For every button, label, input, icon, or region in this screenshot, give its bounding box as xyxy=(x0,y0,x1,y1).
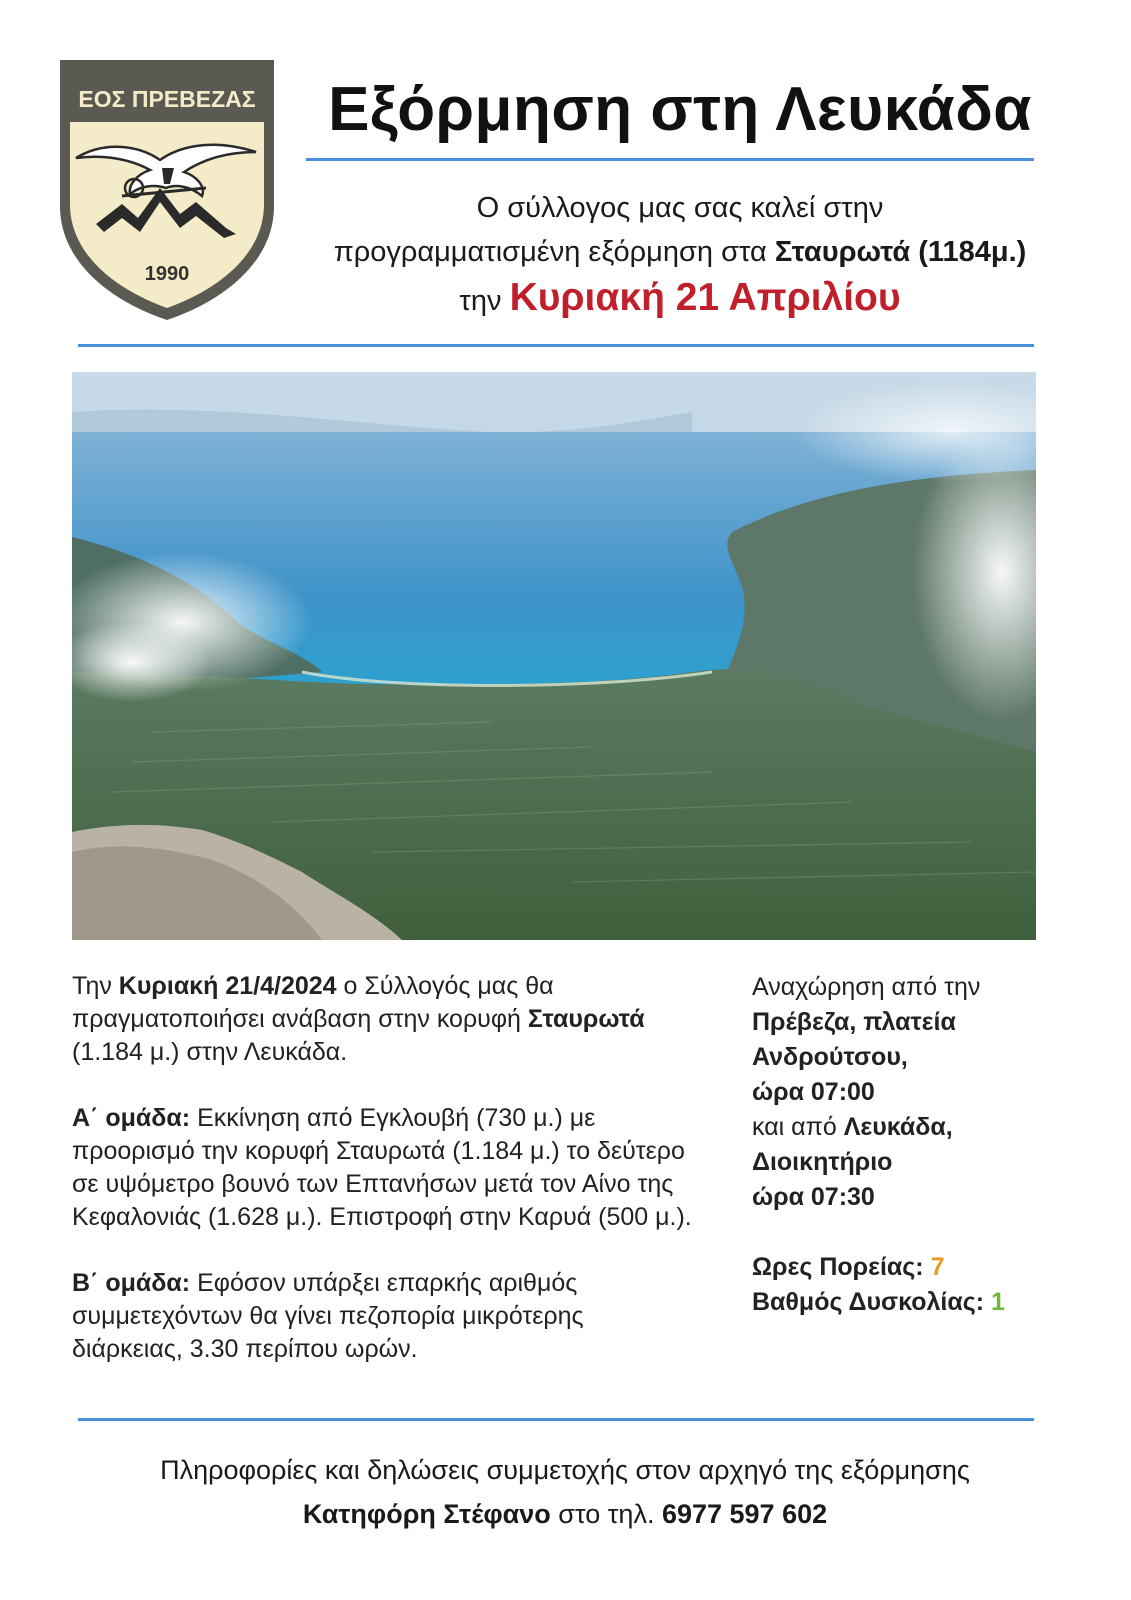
departure-lefkada: Λευκάδα, xyxy=(843,1113,953,1141)
departure-line-5 xyxy=(752,1110,1072,1145)
p1-text-e: (1.184 μ.) στην Λευκάδα. xyxy=(72,1038,348,1066)
hours-value: 7 xyxy=(930,1253,945,1281)
club-logo xyxy=(56,56,278,324)
intro-line-1: Ο σύλλογος μας σας καλεί στην xyxy=(476,192,884,224)
description-paragraph-2 xyxy=(72,1102,692,1234)
page-title: Εξόρμηση στη Λευκάδα xyxy=(328,75,1032,144)
difficulty-row xyxy=(752,1285,1072,1320)
contact-name: Κατηφόρη Στέφανο xyxy=(302,1499,551,1529)
logo-name: ΕΟΣ ΠΡΕΒΕΖΑΣ xyxy=(78,86,256,112)
intro-divider xyxy=(78,344,1034,347)
group-b-text: Εφόσον υπάρξει επαρκής αριθμός συμμετεχόντων θα γίνει πεζοπορία μικρότερης διάρκειας, 3.30 περίπου ωρών. xyxy=(72,1269,584,1363)
destination-highlight: Σταυρωτά (1184μ.) xyxy=(774,236,1027,268)
p1-text-c: ο Σύλλογός μας θα πραγματοποιήσει ανάβαση στην κορυφή xyxy=(72,972,554,1033)
footer-info-line: Πληροφορίες και δηλώσεις συμμετοχής στον αρχηγό της εξόρμησης xyxy=(160,1455,970,1485)
p1-text-a: Την xyxy=(72,972,119,1000)
description-paragraph-3 xyxy=(72,1267,692,1366)
p1-date: Κυριακή 21/4/2024 xyxy=(118,972,337,1000)
landscape-photo xyxy=(72,372,1036,940)
hours-label: Ωρες Πορείας: xyxy=(752,1253,931,1281)
trip-description xyxy=(72,970,692,1399)
contact-phone[interactable]: 6977 597 602 xyxy=(661,1499,828,1529)
contact-mid-text: στο τηλ. xyxy=(550,1499,662,1529)
departure-time-1: ώρα 07:00 xyxy=(752,1078,875,1106)
departure-line-1: Αναχώρηση από την xyxy=(752,973,981,1001)
description-paragraph-1 xyxy=(72,970,692,1069)
group-a-label: Α΄ ομάδα: xyxy=(72,1104,191,1132)
footer-divider xyxy=(78,1418,1034,1421)
group-b-label: Β΄ ομάδα: xyxy=(72,1269,191,1297)
footer-contact-line xyxy=(60,1492,1070,1536)
intro-block xyxy=(280,186,1080,323)
title-divider xyxy=(306,158,1034,161)
departure-time-2: ώρα 07:30 xyxy=(752,1183,875,1211)
landscape-photo-icon xyxy=(72,372,1036,940)
p1-peak: Σταυρωτά xyxy=(527,1005,645,1033)
departure-info xyxy=(752,970,1072,1320)
contact-footer xyxy=(60,1448,1070,1536)
intro-line-3-text: την xyxy=(459,285,510,317)
logo-year: 1990 xyxy=(144,263,190,285)
hours-row xyxy=(752,1250,1072,1285)
difficulty-value: 1 xyxy=(991,1288,1005,1316)
departure-preveza: Πρέβεζα, πλατεία xyxy=(752,1008,956,1036)
event-date: Κυριακή 21 Απριλίου xyxy=(509,276,901,319)
intro-line-3 xyxy=(280,276,1080,323)
intro-line-2-text: προγραμματισμένη εξόρμηση στα xyxy=(333,236,775,268)
departure-dioikitirio: Διοικητήριο xyxy=(752,1148,893,1176)
eagle-mountain-emblem-icon xyxy=(56,56,278,324)
intro-line-2 xyxy=(280,230,1080,274)
departure-line-5-text: και από xyxy=(752,1113,844,1141)
difficulty-label: Βαθμός Δυσκολίας: xyxy=(752,1288,992,1316)
departure-androutsou: Ανδρούτσου, xyxy=(752,1043,908,1071)
group-a-text: Εκκίνηση από Εγκλουβή (730 μ.) με προορισμό την κορυφή Σταυρωτά (1.184 μ.) το δεύτερο σε υψόμετρο βουνό των Επτανήσων μετά τον Αίνο της Κεφαλονιάς (1.628 μ.). Επιστροφή στην Καρυά (500 μ.). xyxy=(72,1104,692,1231)
